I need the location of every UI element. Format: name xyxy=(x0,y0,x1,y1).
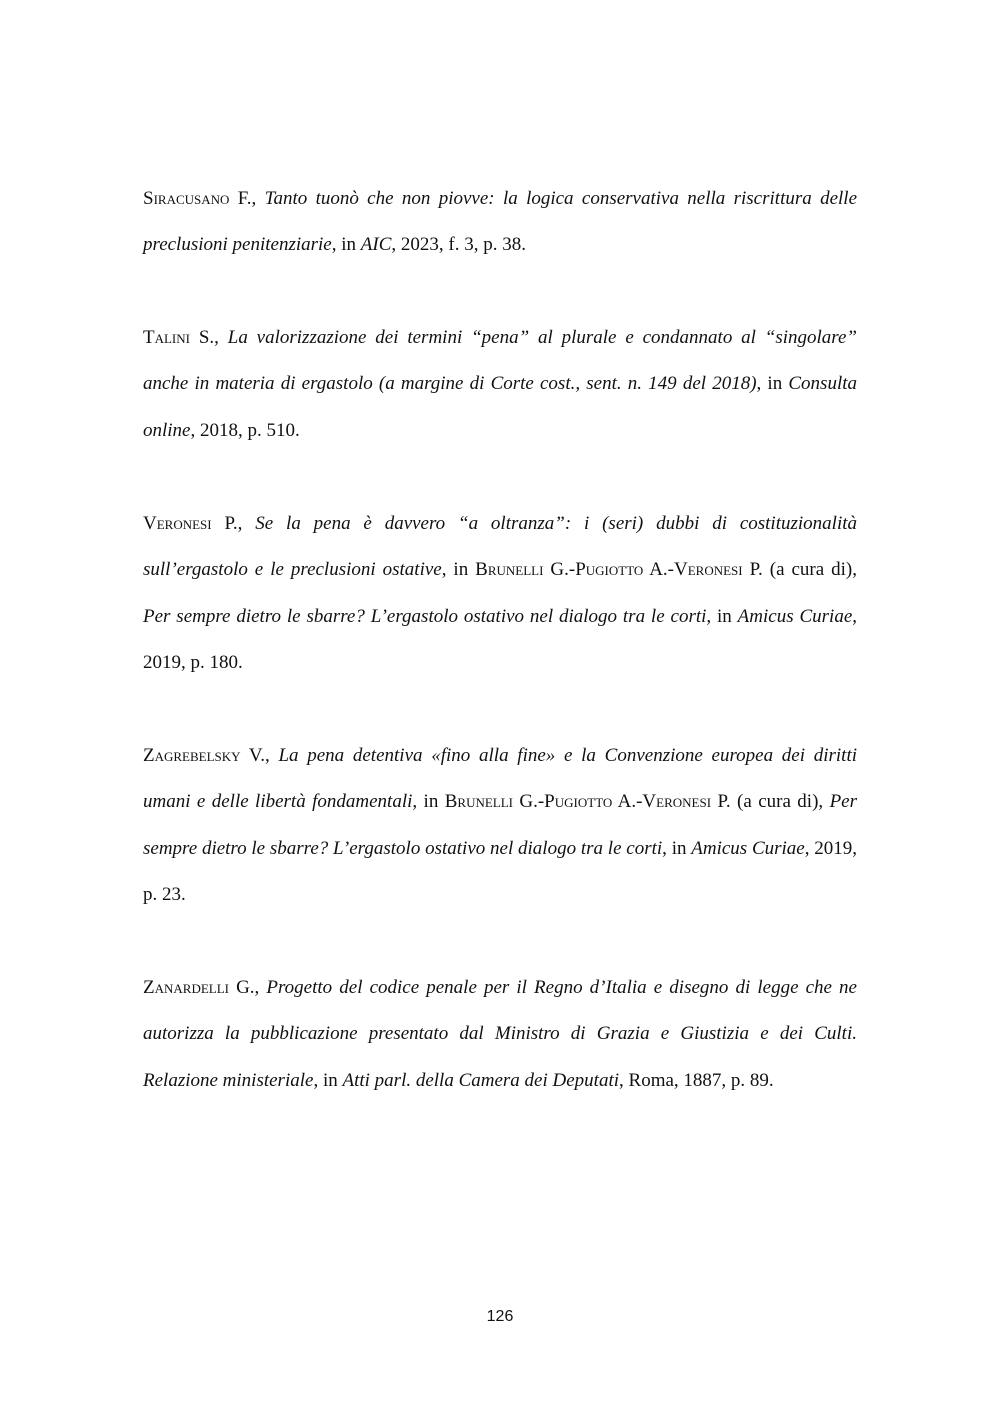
ref-text: , xyxy=(251,188,265,209)
ref-text: , in xyxy=(441,559,476,581)
ref-text: , in xyxy=(313,1069,343,1091)
reference-talini xyxy=(143,315,857,454)
page-number: 126 xyxy=(486,1308,514,1325)
ref-author: Zagrebelsky V. xyxy=(143,745,265,766)
ref-text: , in xyxy=(331,234,361,256)
ref-text: (a cura di), xyxy=(762,559,857,581)
ref-title: Se la pena è davvero “a oltranza”: i (seri) dubbi di costituzionalità sull’ergastolo e le preclusioni ostative xyxy=(143,513,858,581)
ref-editors: Brunelli G.-Pugiotto A.-Veronesi P. xyxy=(475,559,763,581)
ref-text: , in xyxy=(756,373,789,395)
ref-text: , in xyxy=(412,791,445,813)
ref-source: Atti parl. della Camera dei Deputati xyxy=(342,1069,620,1091)
ref-text: , in xyxy=(662,837,692,859)
ref-text: (a cura di), xyxy=(730,791,830,813)
ref-details: , 2019, p. 180. xyxy=(143,605,858,673)
ref-details: , 2023, f. 3, p. 38. xyxy=(391,234,526,256)
ref-text: , xyxy=(264,745,279,766)
ref-author: Zanardelli G. xyxy=(143,977,255,998)
ref-editors: Brunelli G.-Pugiotto A.-Veronesi P. xyxy=(444,791,731,813)
ref-author: Siracusano F. xyxy=(143,188,252,209)
ref-source: AIC xyxy=(360,234,392,256)
ref-text: , xyxy=(254,977,267,998)
ref-title: La pena detentiva «fino alla fine» e la Convenzione europea dei diritti umani e delle libertà fondamentali xyxy=(143,745,858,813)
ref-details: , 2019, p. 23. xyxy=(143,837,858,905)
ref-text: , in xyxy=(706,605,738,627)
ref-title: La valorizzazione dei termini “pena” al plurale e condannato al “singolare” anche in materia di ergastolo (a margine di Corte cost., sent. n. 149 del 2018) xyxy=(143,327,857,395)
reference-veronesi xyxy=(143,501,857,686)
reference-siracusano xyxy=(143,176,857,269)
reference-zagrebelsky xyxy=(143,733,857,918)
reference-zanardelli xyxy=(143,965,857,1104)
ref-author: Talini S. xyxy=(143,327,215,348)
ref-book-title: Per sempre dietro le sbarre? L’ergastolo ostativo nel dialogo tra le corti xyxy=(143,791,857,859)
ref-source: Consulta online xyxy=(143,373,857,441)
ref-details: , Roma, 1887, p. 89. xyxy=(619,1069,774,1091)
ref-text: , xyxy=(214,327,228,348)
ref-title: Tanto tuonò che non piovve: la logica conservativa nella riscrittura delle preclusioni penitenziarie xyxy=(143,188,857,256)
ref-title: Progetto del codice penale per il Regno d’Italia e disegno di legge che ne autorizza la pubblicazione presentato dal Ministro di Grazia e Giustizia e dei Culti. Relazione ministeriale xyxy=(143,977,857,1091)
ref-details: , 2018, p. 510. xyxy=(190,419,300,441)
ref-book-title: Per sempre dietro le sbarre? L’ergastolo ostativo nel dialogo tra le corti xyxy=(143,605,707,627)
ref-author: Veronesi P. xyxy=(143,513,238,534)
ref-source: Amicus Curiae xyxy=(737,605,853,627)
ref-text: , xyxy=(237,513,256,534)
ref-source: Amicus Curiae xyxy=(691,837,805,859)
